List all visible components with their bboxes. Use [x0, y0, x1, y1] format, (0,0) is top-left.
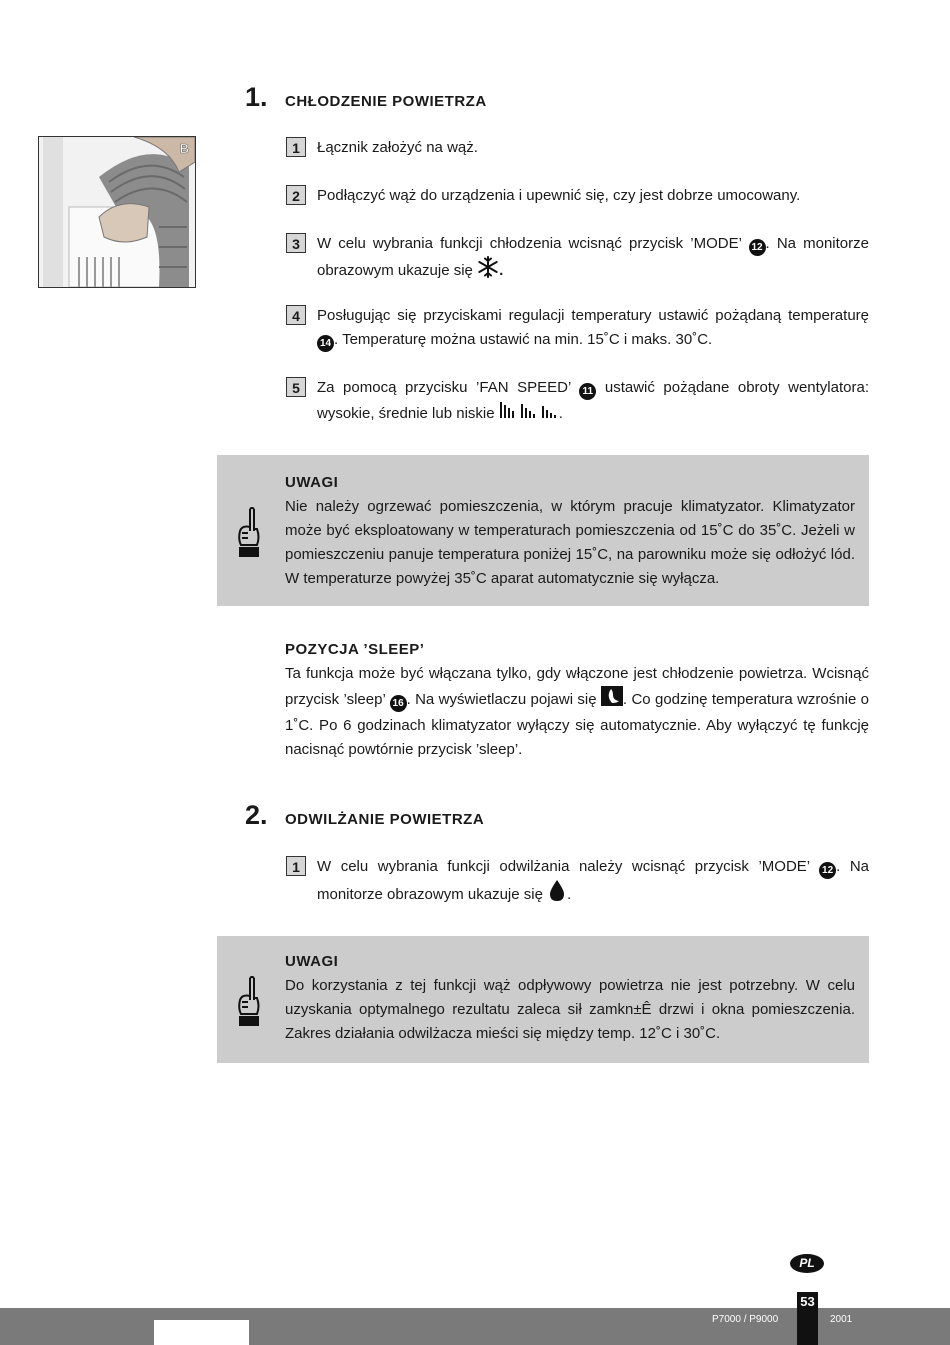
note-body	[285, 471, 855, 591]
cooling-step-4	[286, 304, 869, 352]
footer-year: 2001	[830, 1314, 853, 1325]
note-heading: UWAGI	[285, 474, 339, 491]
step-text	[317, 855, 869, 911]
section-number: 1.	[245, 82, 268, 112]
note-heading: UWAGI	[285, 953, 339, 970]
water-drop-icon	[547, 879, 567, 911]
step-number: 2	[286, 185, 306, 205]
sleep-text-part: Ta funkcja może być włączana tylko, gdy włączone jest chłodzenie powietrza. Wcisnąć przycisk ’sleep’	[285, 665, 869, 708]
note-body	[285, 950, 855, 1046]
step-text-part: .	[567, 885, 572, 903]
step-number: 1	[286, 856, 306, 876]
button-ref-badge: 12	[819, 862, 836, 879]
footer-white-block	[154, 1320, 249, 1345]
pointing-hand-icon	[233, 507, 263, 559]
step-text	[317, 376, 869, 428]
moon-icon	[601, 686, 623, 714]
step-text: Podłączyć wąż do urządzenia i upewnić się, czy jest dobrze umocowany.	[317, 187, 801, 204]
language-badge: PL	[790, 1254, 824, 1273]
step-text-part: W celu wybrania funkcji chłodzenia wcisnąć przycisk ’MODE’	[317, 235, 749, 252]
step-text-part: Za pomocą przycisku ’FAN SPEED’	[317, 379, 580, 396]
fan-speed-icon	[499, 400, 559, 428]
step-text-part: ustawić pożądane obroty wentylatora: wysokie, średnie lub niskie	[317, 379, 869, 422]
button-ref-badge: 12	[749, 239, 766, 256]
step-text: Łącznik założyć na wąż.	[317, 139, 478, 156]
step-number: 4	[286, 305, 306, 325]
note-text: Do korzystania z tej funkcji wąż odpływowy powietrza nie jest potrzebny. W celu uzyskania optymalnego rezultatu zaleca sił zamkn±Ê drzwi i okna pomieszczenia. Zakres działania odwilżacza mieści się między temp. 12˚C i 30˚C.	[285, 977, 855, 1042]
step-number: 1	[286, 137, 306, 157]
step-text-part: . Na monitorze obrazowym ukazuje się	[317, 235, 869, 279]
hose-photo	[38, 136, 196, 288]
sleep-section	[285, 638, 869, 762]
sleep-text	[285, 662, 869, 762]
snowflake-icon	[477, 256, 499, 286]
step-number: 5	[286, 377, 306, 397]
step-text-part: W celu wybrania funkcji odwilżania należy wcisnąć przycisk ’MODE’	[317, 858, 820, 875]
section-number: 2.	[245, 800, 268, 830]
note-box-2	[217, 936, 869, 1063]
cooling-step-2	[286, 184, 869, 208]
photo-label: B	[179, 141, 189, 156]
step-text	[317, 304, 869, 352]
step-text-part: .	[558, 404, 563, 422]
pointing-hand-icon	[233, 976, 263, 1028]
footer-model: P7000 / P9000	[712, 1314, 779, 1325]
button-ref-badge: 11	[579, 383, 596, 400]
note-text: Nie należy ogrzewać pomieszczenia, w którym pracuje klimatyzator. Klimatyzator może być eksploatowany w temperaturach pomieszczenia od 15˚C do 35˚C. Jeżeli w pomieszczeniu panuje temperatura poniżej 15˚C, na parowniku może się odłożyć lód. W temperaturze powyżej 35˚C aparat automatycznie się wyłącza.	[285, 498, 855, 587]
cooling-step-1	[286, 136, 869, 160]
section-heading-dehumidifying	[245, 800, 484, 831]
section-title: CHŁODZENIE POWIETRZA	[285, 93, 487, 110]
step-text-part: .	[499, 261, 504, 279]
page-number: 53	[800, 1294, 815, 1309]
sleep-text-part: . Co godzinę temperatura wzrośnie o 1˚C. Po 6 godzinach klimatyzator wyłączy się automatycznie. Aby wyłączyć tę funkcję nacisnąć powtórnie przycisk ’sleep’.	[285, 690, 869, 758]
step-text-part: . Temperaturę można ustawić na min. 15˚C i maks. 30˚C.	[334, 331, 713, 348]
sleep-text-part: . Na wyświetlaczu pojawi się	[406, 690, 601, 708]
note-box-1	[217, 455, 869, 606]
step-text	[317, 232, 869, 286]
sleep-heading: POZYCJA ’SLEEP’	[285, 641, 425, 658]
cooling-step-3	[286, 232, 869, 286]
section-heading-cooling	[245, 82, 487, 113]
button-ref-badge: 16	[390, 695, 407, 712]
button-ref-badge: 14	[317, 335, 334, 352]
step-number: 3	[286, 233, 306, 253]
cooling-step-5	[286, 376, 869, 428]
section-title: ODWILŻANIE POWIETRZA	[285, 811, 485, 828]
dehumid-step-1	[286, 855, 869, 911]
step-text-part: Posługując się przyciskami regulacji temperatury ustawić pożądaną temperaturę	[317, 307, 869, 324]
step-text-part: . Na monitorze obrazowym ukazuje się	[317, 858, 869, 903]
